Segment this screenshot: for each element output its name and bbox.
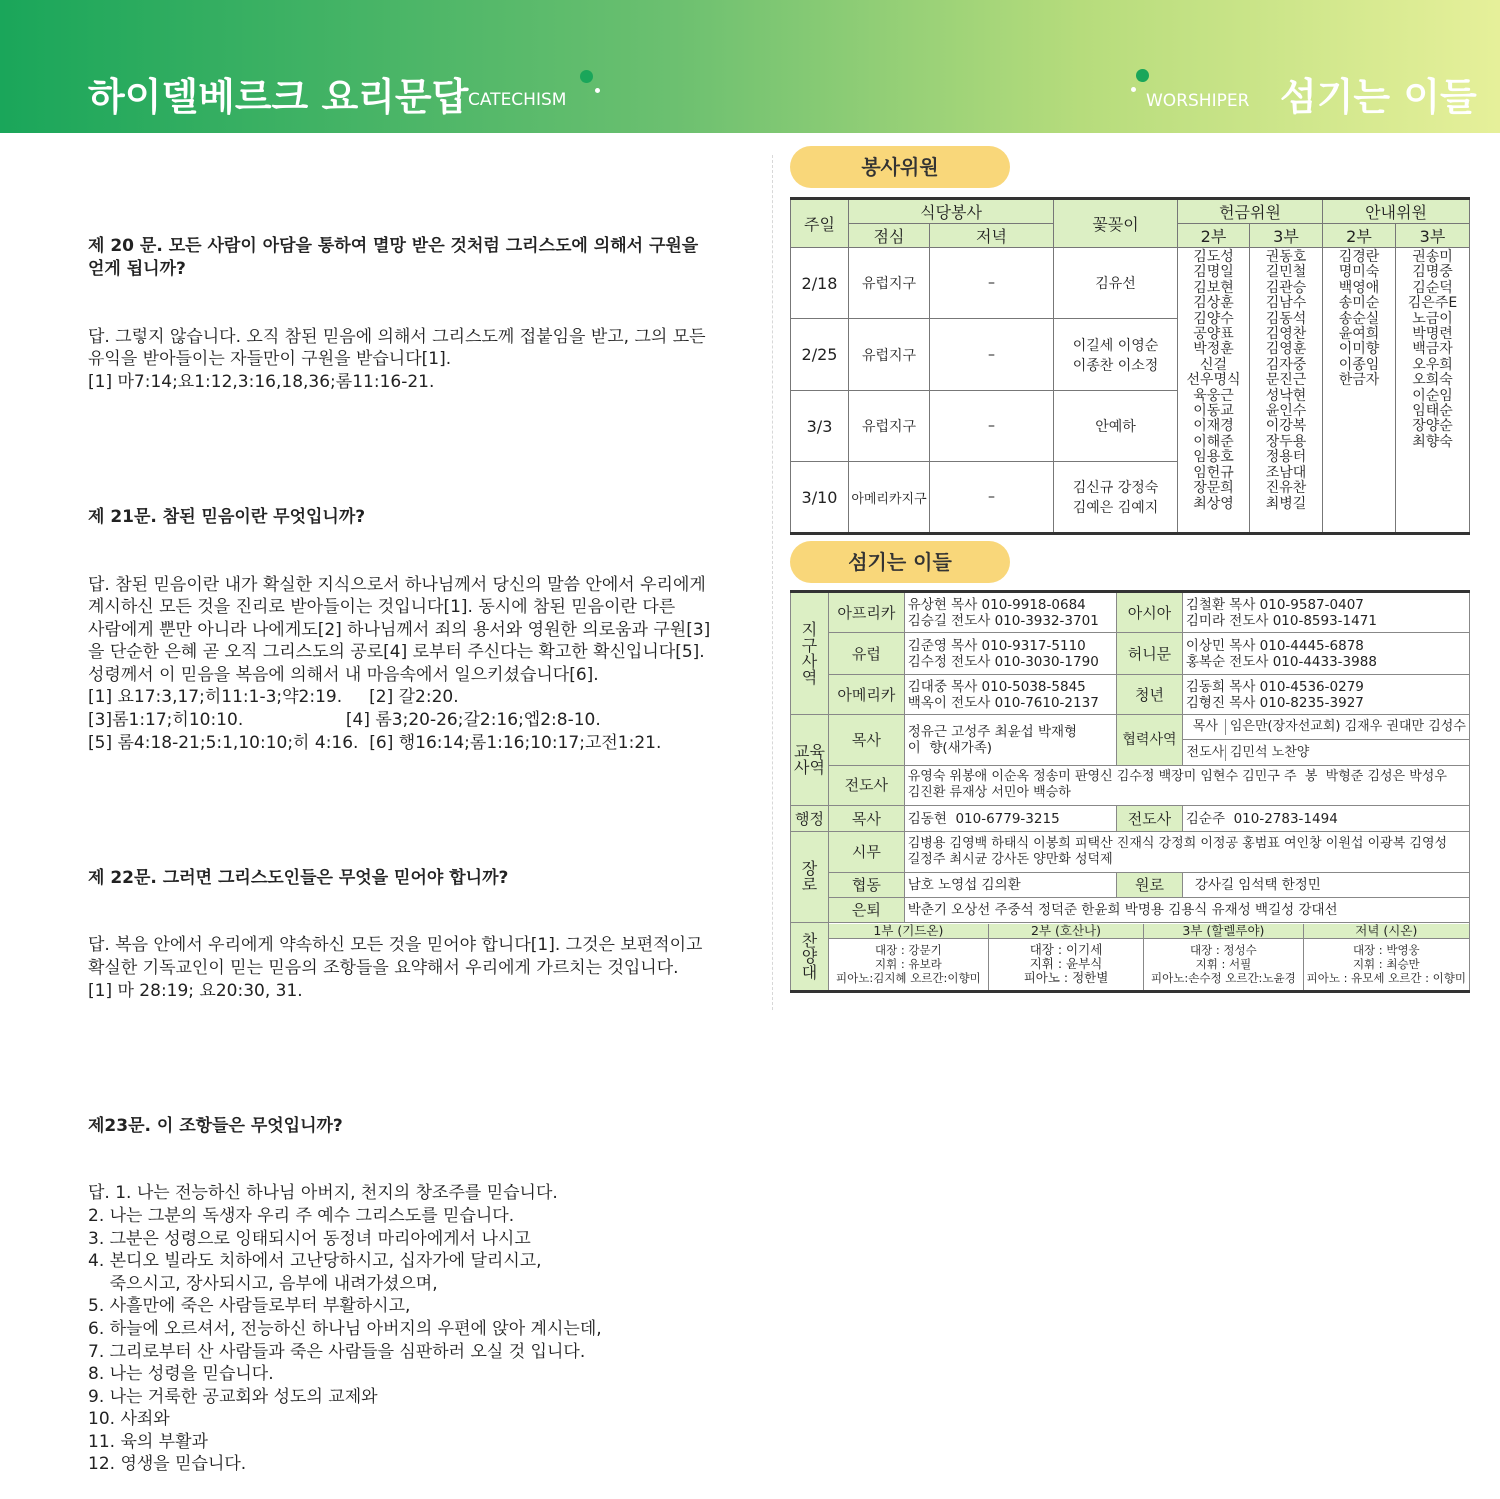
- page-divider: [772, 155, 773, 1010]
- white-dot-icon: [595, 88, 600, 93]
- meal-header: 식당봉사: [849, 199, 1054, 224]
- education-label: 교육 사역: [791, 715, 829, 806]
- offering-2-header: 2부: [1178, 224, 1250, 248]
- lunch-cell: 아메리카지구: [849, 462, 930, 534]
- header-banner: [0, 0, 1500, 133]
- date-cell: 3/10: [791, 462, 849, 534]
- table-row: [791, 674, 1470, 714]
- admin-label: 행정: [791, 806, 829, 832]
- coop-pastor: [1182, 715, 1469, 740]
- coop-pastor-label: 목사: [1186, 719, 1226, 735]
- table-row: [829, 924, 1469, 939]
- volunteers-title: 봉사위원: [790, 146, 1010, 188]
- choir-label: 찬 양 대: [791, 923, 829, 992]
- assoc-elders-label: 협동: [828, 872, 904, 897]
- dinner-cell: –: [930, 319, 1054, 391]
- america-label: 아메리카: [828, 674, 904, 714]
- choir-2-people: 대장 : 이기세 지휘 : 윤부식 피아노 : 정한별: [988, 938, 1143, 990]
- lunch-cell: 유럽지구: [849, 319, 930, 391]
- offering-2-names: 김도성 김명일 김보현 김상훈 김양수 공양표 박정훈 신걸 선우명식 육웅근 이동교 이재경 이해준 임용호 임헌규 장문희 최상영: [1178, 248, 1250, 534]
- table-row: [791, 872, 1470, 897]
- admin-pastor-label: 목사: [828, 806, 904, 832]
- emeritus-people: 강사길 임석택 한정민: [1182, 872, 1469, 897]
- choir-3-people: 대장 : 정성수 지휘 : 서필 피아노:손수정 오르간:노윤경: [1144, 938, 1303, 990]
- emeritus-label: 원로: [1117, 872, 1183, 897]
- date-cell: 2/25: [791, 319, 849, 391]
- coop-evangelist: [1182, 740, 1469, 765]
- elders-label: 장 로: [791, 832, 829, 923]
- asia-label: 아시아: [1117, 592, 1183, 633]
- date-cell: 3/3: [791, 391, 849, 462]
- answer-21: 답. 참된 믿음이란 내가 확실한 지식으로서 하나님께서 당신의 말씀 안에서 우리에게 계시하신 모든 것을 진리로 받아들이는 것입니다[1]. 동시에 참된 믿음이란 다른 사람에게 뿐만 아니라 나에게도[2] 하나님께서 죄의 용서와 영원한 의로움과 구원[3] 을 단순한 은혜 곧 오직 그리스도의 공로[4] 로부터 주신다는 확고한 확신입니다[5]. 성령께서 이 믿음을 복음에 의해서 내 마음속에서 일으키셨습니다[6]. [1] 요17:3,17;히11:1-3;약2:19. [2] 갈2:20. [3]롬1:17;히10:10. [4] 롬3;20-26;갈2:16;엡2:8-10. [5] 롬4:18-21;5:1,10:10;히 4:16. [6] 행16:14;롬1:16;10:17;고전1:21.: [88, 574, 711, 753]
- worshiper-title: 섬기는 이들: [1280, 75, 1477, 119]
- flower-header: 꽃꽂이: [1054, 199, 1178, 248]
- table-row: [791, 923, 1470, 992]
- edu-evangelist-people: 유영숙 위봉애 이순옥 정송미 판영신 김수정 백장미 임현수 김민구 주 봉 박형준 김성은 박성우 김진환 류재상 서민아 백승하: [904, 765, 1469, 805]
- catechism-subtitle: CATECHISM: [468, 90, 567, 110]
- dinner-cell: –: [930, 462, 1054, 534]
- coop-evangelist-label: 전도사: [1186, 744, 1225, 760]
- green-dot-icon: [580, 70, 593, 83]
- answer-20: 답. 그렇지 않습니다. 오직 참된 믿음에 의해서 그리스도께 접붙임을 받고, 그의 모든 유익을 받아들이는 자들만이 구원을 받습니다[1]. [1] 마7:14;요1:12,3:16,18,36;롬11:16-21.: [88, 326, 706, 392]
- question-22: 제 22문. 그러면 그리스도인들은 무엇을 믿어야 합니까?: [88, 867, 509, 888]
- answer-22: 답. 복음 안에서 우리에게 약속하신 모든 것을 믿어야 합니다[1]. 그것은 보편적이고 확실한 기독교인이 믿는 믿음의 조항들을 요약해서 우리에게 가르치는 것입니다. [1] 마 28:19; 요20:30, 31.: [88, 935, 703, 1001]
- honeymoon-label: 허니문: [1117, 633, 1183, 674]
- white-dot-icon: [1131, 87, 1136, 92]
- table-row: [791, 633, 1470, 674]
- usher-header: 안내위원: [1323, 199, 1470, 224]
- africa-label: 아프리카: [828, 592, 904, 633]
- district-label: 지 구 사 역: [791, 592, 829, 715]
- table-row: [829, 938, 1469, 990]
- flower-cell: 김유선: [1054, 248, 1178, 319]
- lunch-header: 점심: [849, 224, 930, 248]
- usher-2-header: 2부: [1323, 224, 1396, 248]
- dinner-header: 저녁: [930, 224, 1054, 248]
- offering-header: 헌금위원: [1178, 199, 1323, 224]
- answer-23: 답. 1. 나는 전능하신 하나님 아버지, 천지의 창조주를 믿습니다. 2. 나는 그분의 독생자 우리 주 예수 그리스도를 믿습니다. 3. 그분은 성령으로 잉태되시어 동정녀 마리아에게서 나시고 4. 본디오 빌라도 치하에서 고난당하시고, 십자가에 달리시고, 죽으시고, 장사되시고, 음부에 내려가셨으며, 5. 사흘만에 죽은 사람들로부터 부활하시고, 6. 하늘에 오르셔서, 전능하신 하나님 아버지의 우편에 앉아 계시는데, 7. 그리로부터 산 사람들과 죽은 사람들을 심판하러 오실 것 입니다. 8. 나는 성령을 믿습니다. 9. 나는 거룩한 공교회와 성도의 교제와 10. 사죄와 11. 육의 부활과 12. 영생을 믿습니다.: [88, 1183, 602, 1475]
- choir-3-name: 3부 (할렐루야): [1144, 924, 1303, 939]
- date-cell: 2/18: [791, 248, 849, 319]
- active-elders-people: 김병용 김영백 하태식 이봉희 피택산 진재식 강정희 이정공 홍범표 여인창 이원섭 이광복 김영성 길정주 최시균 강사돈 양만화 성덕제: [904, 832, 1469, 872]
- servants-table: [790, 590, 1470, 993]
- america-people: 김대중 목사 010-5038-5845 백옥이 전도사 010-7610-2137: [904, 674, 1116, 714]
- coop-pastor-people: 임은만(장자선교회) 김재우 권대만 김성수: [1229, 719, 1466, 735]
- question-21: 제 21문. 참된 믿음이란 무엇입니까?: [88, 506, 366, 527]
- asia-people: 김철환 목사 010-9587-0407 김미라 전도사 010-8593-1471: [1182, 592, 1469, 633]
- choir-table: [829, 924, 1469, 990]
- catechism-text: [88, 190, 740, 1499]
- usher-2-names: 김경란 명미숙 백영애 송미순 송순실 윤여희 이미향 이종임 한금자: [1323, 248, 1396, 534]
- edu-pastor-label: 목사: [828, 715, 904, 766]
- edu-evangelist-label: 전도사: [828, 765, 904, 805]
- admin-evangelist-people: 김순주 010-2783-1494: [1182, 806, 1469, 832]
- coop-label: 협력사역: [1117, 715, 1183, 766]
- honeymoon-people: 이상민 목사 010-4445-6878 홍복순 전도사 010-4433-3988: [1182, 633, 1469, 674]
- europe-people: 김준영 목사 010-9317-5110 김수정 전도사 010-3030-1790: [904, 633, 1116, 674]
- admin-pastor-people: 김동현 010-6779-3215: [904, 806, 1116, 832]
- youth-label: 청년: [1117, 674, 1183, 714]
- choir-1-people: 대장 : 강문기 지휘 : 유보라 피아노:김지혜 오르간:이향미: [829, 938, 988, 990]
- table-row: [791, 715, 1470, 740]
- choir-cell: [828, 923, 1469, 992]
- table-row: [791, 897, 1470, 922]
- worshiper-subtitle: WORSHIPER: [1146, 91, 1250, 111]
- lunch-cell: 유럽지구: [849, 248, 930, 319]
- table-row: [791, 248, 1470, 319]
- choir-1-name: 1부 (기드온): [829, 924, 988, 939]
- servants-title: 섬기는 이들: [790, 541, 1010, 583]
- coop-evangelist-people: 김민석 노찬양: [1229, 744, 1310, 760]
- choir-4-name: 저녁 (시온): [1303, 924, 1469, 939]
- africa-people: 유상현 목사 010-9918-0684 김승길 전도사 010-3932-3701: [904, 592, 1116, 633]
- assoc-elders-people: 남호 노영섭 김의환: [904, 872, 1116, 897]
- usher-3-header: 3부: [1396, 224, 1470, 248]
- active-elders-label: 시무: [828, 832, 904, 872]
- flower-cell: 김신규 강정숙 김예은 김예지: [1054, 462, 1178, 534]
- dinner-cell: –: [930, 391, 1054, 462]
- offering-3-names: 권동호 길민철 김관승 김남수 김동석 김영찬 김영훈 김자중 문진근 성낙현 윤인수 이강복 장두용 정용터 조남대 진유찬 최병길: [1250, 248, 1323, 534]
- admin-evangelist-label: 전도사: [1117, 806, 1183, 832]
- catechism-title: 하이델베르크 요리문답: [88, 75, 469, 119]
- table-row: [791, 765, 1470, 805]
- retired-people: 박춘기 오상선 주중석 정덕준 한윤희 박명용 김용식 유재성 백길성 강대선: [904, 897, 1469, 922]
- volunteers-table: [790, 197, 1470, 535]
- flower-cell: 안예하: [1054, 391, 1178, 462]
- question-20: 제 20 문. 모든 사람이 아담을 통하여 멸망 받은 것처럼 그리스도에 의해서 구원을 얻게 됩니까?: [88, 236, 699, 279]
- choir-4-people: 대장 : 박영웅 지휘 : 최승만 피아노 : 유모세 오르간 : 이향미: [1303, 938, 1469, 990]
- lunch-cell: 유럽지구: [849, 391, 930, 462]
- usher-3-names: 권송미 김명중 김순덕 김은주E 노금이 박명련 백금자 오우희 오희숙 이순임 임태순 장양순 최향숙: [1396, 248, 1470, 534]
- flower-cell: 이길세 이영순 이종찬 이소정: [1054, 319, 1178, 391]
- offering-3-header: 3부: [1250, 224, 1323, 248]
- table-row: [791, 806, 1470, 832]
- edu-pastor-people: 정유근 고성주 최윤섭 박재형 이 향(새가족): [904, 715, 1116, 766]
- youth-people: 김동희 목사 010-4536-0279 김형진 목사 010-8235-3927: [1182, 674, 1469, 714]
- europe-label: 유럽: [828, 633, 904, 674]
- table-row: [791, 832, 1470, 872]
- table-row: [791, 592, 1470, 633]
- retired-label: 은퇴: [828, 897, 904, 922]
- choir-2-name: 2부 (호산나): [988, 924, 1143, 939]
- green-dot-icon: [1136, 69, 1149, 82]
- question-23: 제23문. 이 조항들은 무엇입니까?: [88, 1115, 343, 1136]
- dinner-cell: –: [930, 248, 1054, 319]
- day-header: 주일: [791, 199, 849, 248]
